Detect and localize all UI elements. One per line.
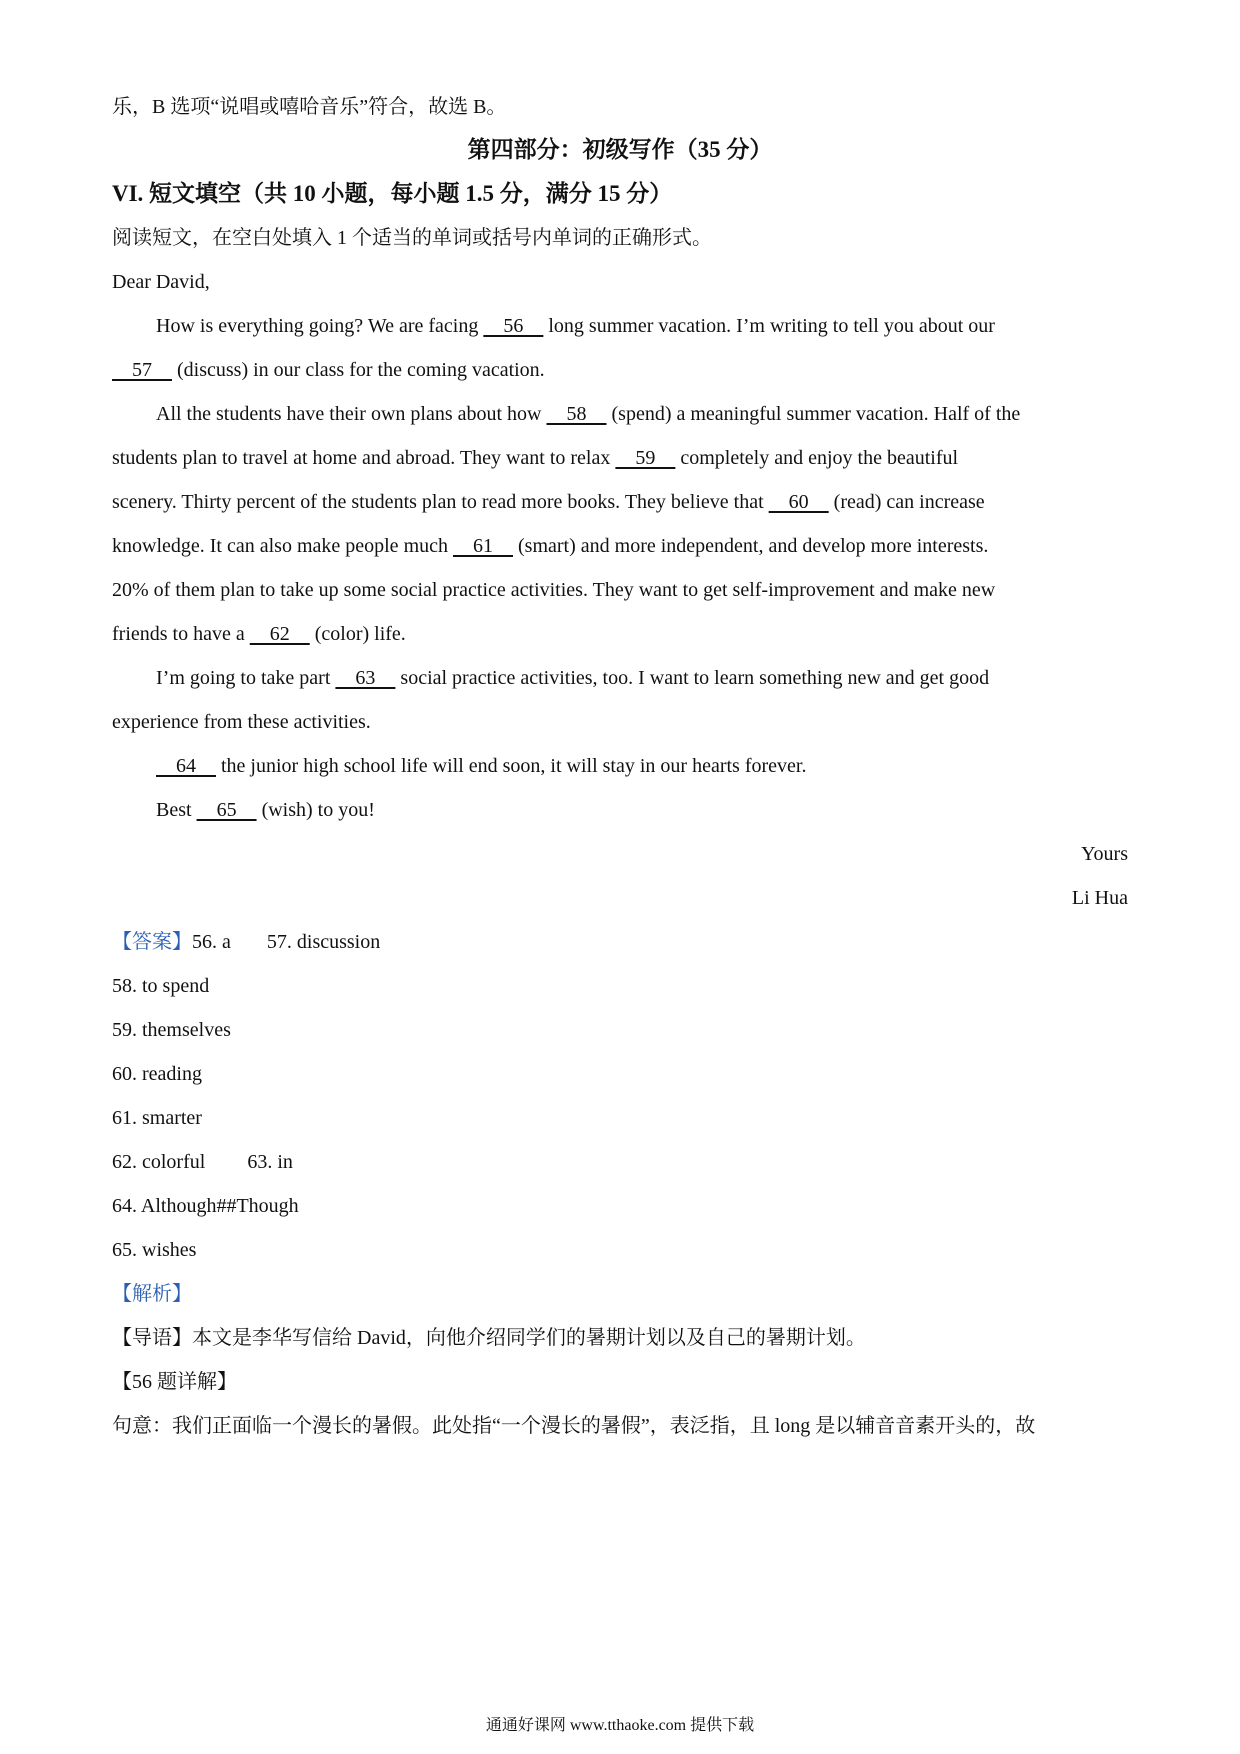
blank-64[interactable]: 64: [156, 755, 216, 777]
letter-line: [156, 664, 989, 692]
blank-58[interactable]: 58: [546, 403, 607, 425]
letter-line: [156, 752, 806, 780]
letter-line: [156, 796, 375, 824]
answer-label: 【答案】: [112, 931, 192, 953]
text: (read) can increase: [828, 491, 985, 513]
text: knowledge. It can also make people much: [112, 535, 453, 557]
intro-label: 【导语】: [112, 1327, 192, 1349]
answer-57: 57. discussion: [266, 931, 381, 953]
text: (wish) to you!: [256, 799, 375, 821]
text: All the students have their own plans about how: [156, 403, 547, 425]
answer-56: 56. a: [192, 931, 231, 953]
answer-63: 63. in: [247, 1151, 293, 1173]
answer-61: 61. smarter: [112, 1107, 202, 1129]
blank-59[interactable]: 59: [615, 447, 676, 469]
instruction: 阅读短文，在空白处填入 1 个适当的单词或括号内单词的正确形式。: [112, 227, 712, 249]
section-title: VI. 短文填空（共 10 小题，每小题 1.5 分，满分 15 分）: [112, 181, 673, 206]
answer-59: 59. themselves: [112, 1019, 231, 1041]
text: (smart) and more independent, and develop more interests.: [513, 535, 989, 557]
footer: 通通好课网 www.tthaoke.com 提供下载: [485, 1717, 755, 1734]
part-title: 第四部分：初级写作（35 分）: [467, 137, 773, 162]
answer-65: 65. wishes: [112, 1239, 197, 1261]
blank-63[interactable]: 63: [335, 667, 396, 689]
letter-closing: Yours: [1081, 843, 1128, 865]
text: (discuss) in our class for the coming vacation.: [172, 359, 545, 381]
letter-line: [156, 400, 1020, 428]
text: long summer vacation. I’m writing to tell you about our: [543, 315, 995, 337]
answer-60: 60. reading: [112, 1063, 202, 1085]
text: How is everything going? We are facing: [156, 315, 484, 337]
letter-line: [112, 620, 406, 648]
letter-greeting: Dear David,: [112, 271, 210, 293]
letter-line: [156, 312, 995, 340]
letter-line: [112, 444, 958, 472]
answer-64: 64. Although##Though: [112, 1195, 299, 1217]
answer-line: [112, 1148, 293, 1176]
analysis-intro: [112, 1324, 866, 1352]
top-line: 乐，B 选项“说唱或嘻哈音乐”符合，故选 B。: [112, 96, 507, 118]
blank-57[interactable]: 57: [112, 359, 172, 381]
blank-56[interactable]: 56: [483, 315, 544, 337]
text: completely and enjoy the beautiful: [675, 447, 959, 469]
q56-text: 句意：我们正面临一个漫长的暑假。此处指“一个漫长的暑假”，表泛指，且 long 是以辅音音素开头的，故: [112, 1415, 1036, 1437]
letter-line: experience from these activities.: [112, 711, 371, 733]
letter-line: [112, 356, 545, 384]
blank-61[interactable]: 61: [453, 535, 513, 557]
text: I’m going to take part: [156, 667, 336, 689]
text: social practice activities, too. I want to learn something new and get good: [395, 667, 990, 689]
letter-line: [112, 488, 985, 516]
text: scenery. Thirty percent of the students plan to read more books. They believe that: [112, 491, 769, 513]
letter-line: 20% of them plan to take up some social practice activities. They want to get self-improvement and make new: [112, 579, 996, 601]
text: (spend) a meaningful summer vacation. Half of the: [606, 403, 1021, 425]
text: Best: [156, 799, 197, 821]
q56-label: 【56 题详解】: [112, 1371, 237, 1393]
text: the junior high school life will end soon, it will stay in our hearts forever.: [216, 755, 807, 777]
blank-65[interactable]: 65: [196, 799, 257, 821]
text: students plan to travel at home and abroad. They want to relax: [112, 447, 616, 469]
answer-line: [112, 928, 380, 956]
text: (color) life.: [309, 623, 406, 645]
text: friends to have a: [112, 623, 250, 645]
letter-signature: Li Hua: [1071, 887, 1128, 909]
answer-62: 62. colorful: [112, 1151, 206, 1173]
intro-text: 本文是李华写信给 David，向他介绍同学们的暑期计划以及自己的暑期计划。: [192, 1327, 866, 1349]
blank-60[interactable]: 60: [768, 491, 829, 513]
analysis-label: 【解析】: [112, 1283, 192, 1305]
blank-62[interactable]: 62: [249, 623, 310, 645]
letter-line: [112, 532, 988, 560]
answer-58: 58. to spend: [112, 975, 210, 997]
